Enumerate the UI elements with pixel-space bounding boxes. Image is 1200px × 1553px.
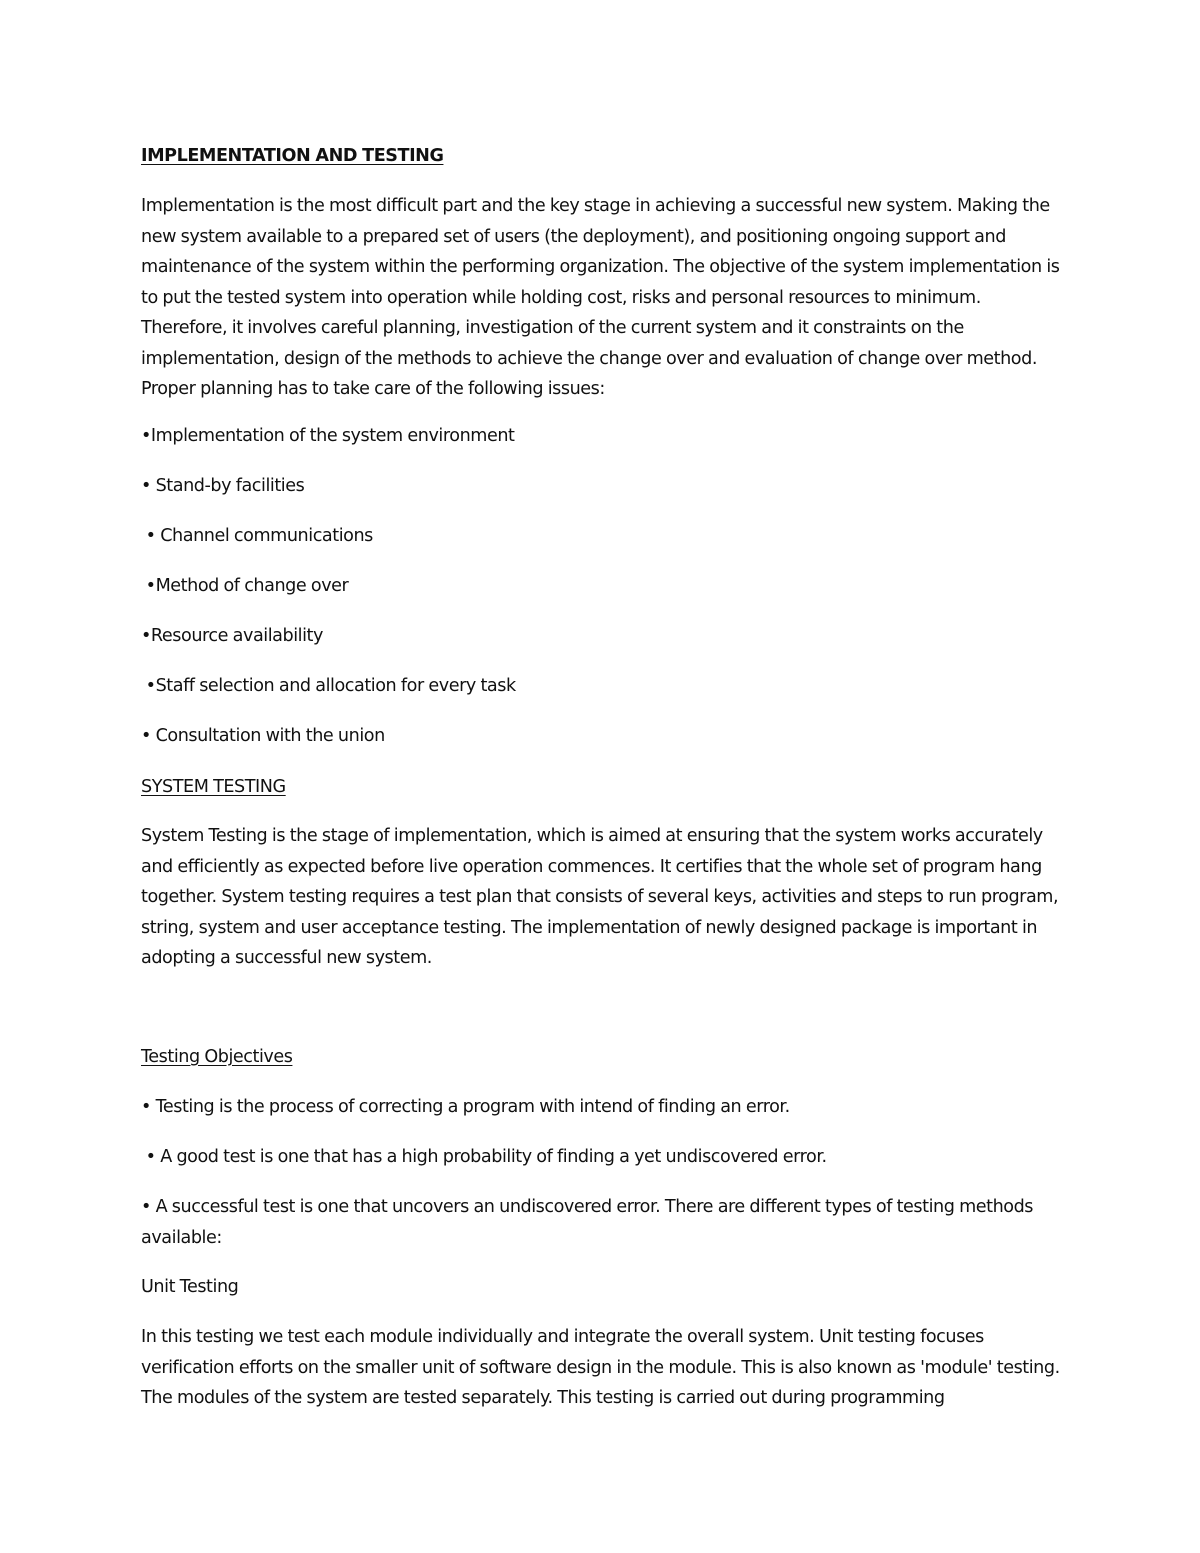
planning-issue-item: • Consultation with the union bbox=[141, 726, 385, 746]
planning-issue-item: • Channel communications bbox=[141, 526, 373, 546]
unit-testing-paragraph: In this testing we test each module individually and integrate the overall system. Unit testing focuses verification efforts on the smaller unit of software design in the module. This is also known as 'module' testing. The modules of the system are tested separately. This testing is carried out during programming bbox=[141, 1327, 1060, 1408]
testing-objective-item: • A good test is one that has a high probability of finding a yet undiscovered error. bbox=[141, 1147, 827, 1167]
system-testing-paragraph: System Testing is the stage of implementation, which is aimed at ensuring that the system works accurately and efficiently as expected before live operation commences. It certifies that the whole set of program hang together. System testing requires a test plan that consists of several keys, activities and steps to run program, string, system and user acceptance testing. The implementation of newly designed package is important in adopting a successful new system. bbox=[141, 826, 1059, 968]
planning-issue-item: •Resource availability bbox=[141, 626, 323, 646]
planning-issue-item: •Staff selection and allocation for every task bbox=[141, 676, 516, 696]
testing-objective-item: • Testing is the process of correcting a program with intend of finding an error. bbox=[141, 1097, 790, 1117]
testing-objectives-heading: Testing Objectives bbox=[141, 1047, 293, 1067]
planning-issue-item: • Stand-by facilities bbox=[141, 476, 305, 496]
page-title: IMPLEMENTATION AND TESTING bbox=[141, 146, 444, 166]
planning-issue-item: •Method of change over bbox=[141, 576, 349, 596]
planning-issue-item: •Implementation of the system environment bbox=[141, 426, 515, 446]
intro-paragraph: Implementation is the most difficult part and the key stage in achieving a successful new system. Making the new system available to a prepared set of users (the deployment), and positioning ongoing support and maintenance of the system within the performing organization. The objective of the system implementation is to put the tested system into operation while holding cost, risks and personal resources to minimum. Therefore, it involves careful planning, investigation of the current system and it constraints on the implementation, design of the methods to achieve the change over and evaluation of change over method. Proper planning has to take care of the following issues: bbox=[141, 196, 1060, 399]
unit-testing-heading: Unit Testing bbox=[141, 1277, 239, 1297]
system-testing-heading: SYSTEM TESTING bbox=[141, 777, 286, 797]
testing-objective-item: • A successful test is one that uncovers an undiscovered error. There are different types of testing methods available: bbox=[141, 1197, 1034, 1248]
